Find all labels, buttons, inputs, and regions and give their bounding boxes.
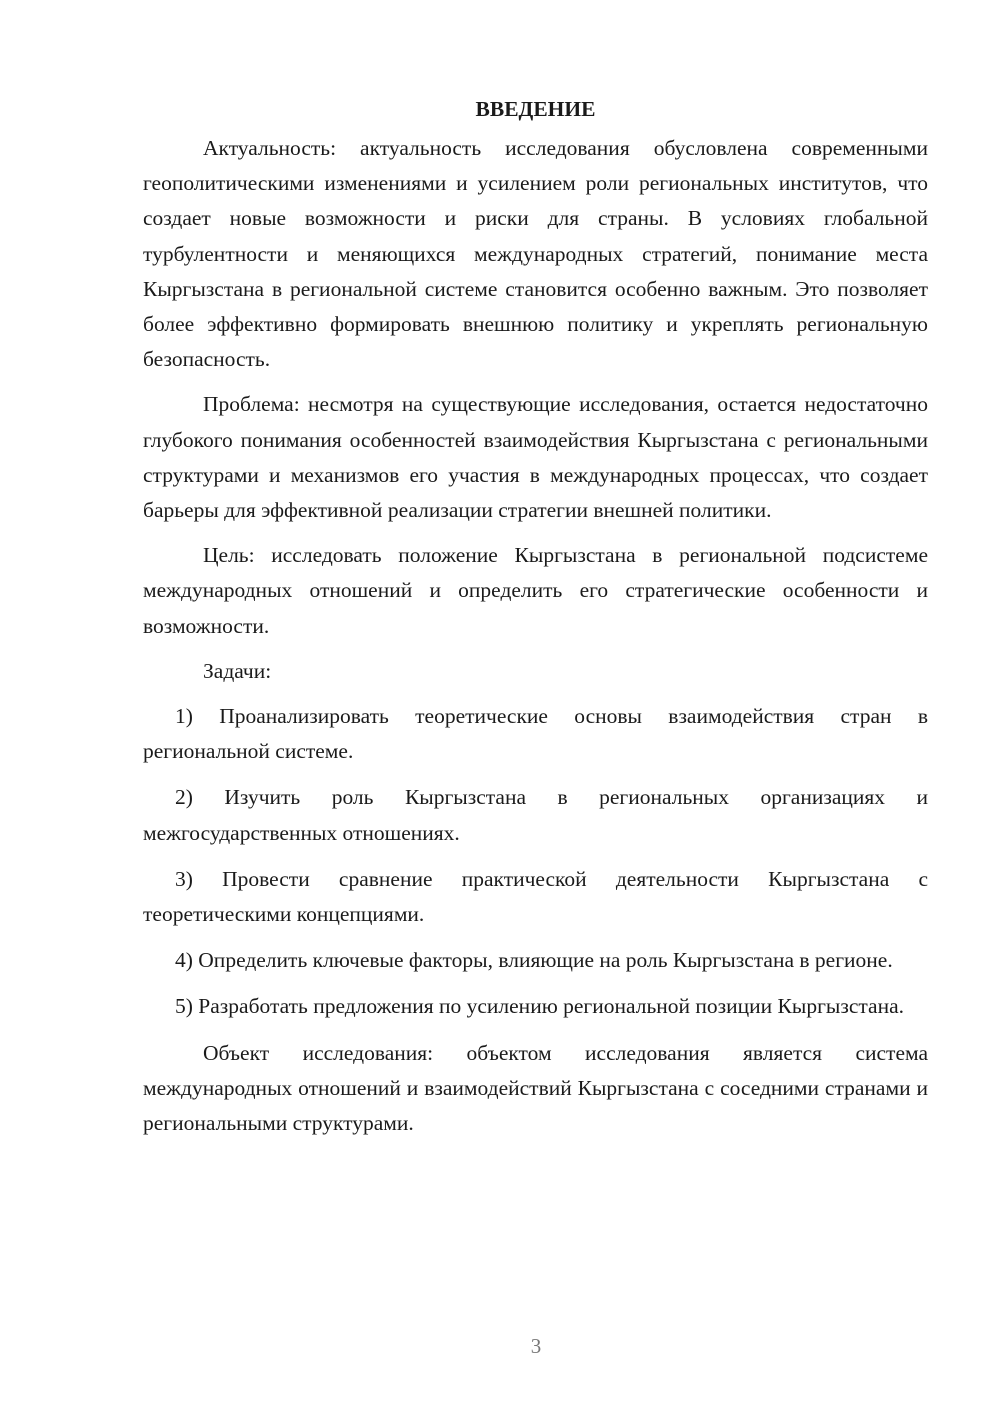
task-item-2: 2) Изучить роль Кыргызстана в региональных организациях и межгосударственных отношениях.: [143, 785, 928, 845]
section-title: ВВЕДЕНИЕ: [475, 97, 596, 121]
paragraph-relevance: Актуальность: актуальность исследования обусловлена современными геополитическими изменениями и усилением роли региональных институтов, что создает новые возможности и риски для страны. В условиях глобальной турбулентности и меняющихся международных стратегий, понимание места Кыргызстана в региональной системе становится особенно важным. Это позволяет более эффективно формировать внешнюю политику и укреплять региональную безопасность.: [143, 136, 928, 372]
paragraph-goal: Цель: исследовать положение Кыргызстана в региональной подсистеме международных отношений и определить его стратегические особенности и возможности.: [143, 543, 928, 638]
task-item-3: 3) Провести сравнение практической деятельности Кыргызстана с теоретическими концепциями.: [143, 866, 928, 927]
paragraph-object: Объект исследования: объектом исследования является система международных отношений и взаимодействий Кыргызстана с соседними странами и региональными структурами.: [143, 1040, 928, 1136]
paragraph-problem: Проблема: несмотря на существующие исследования, остается недостаточно глубокого понимания особенностей взаимодействия Кыргызстана с региональными структурами и механизмов его участия в международных процессах, что создает барьеры для эффективной реализации стратегии внешней политики.: [143, 392, 928, 523]
page-number: 3: [530, 1334, 542, 1358]
task-item-4: 4) Определить ключевые факторы, влияющие на роль Кыргызстана в регионе.: [175, 948, 893, 973]
tasks-label: Задачи:: [203, 658, 272, 683]
task-item-1: 1) Проанализировать теоретические основы взаимодействия стран в региональной системе.: [143, 704, 928, 764]
task-item-5: 5) Разработать предложения по усилению региональной позиции Кыргызстана.: [175, 994, 905, 1019]
document-page: [143, 92, 928, 1151]
